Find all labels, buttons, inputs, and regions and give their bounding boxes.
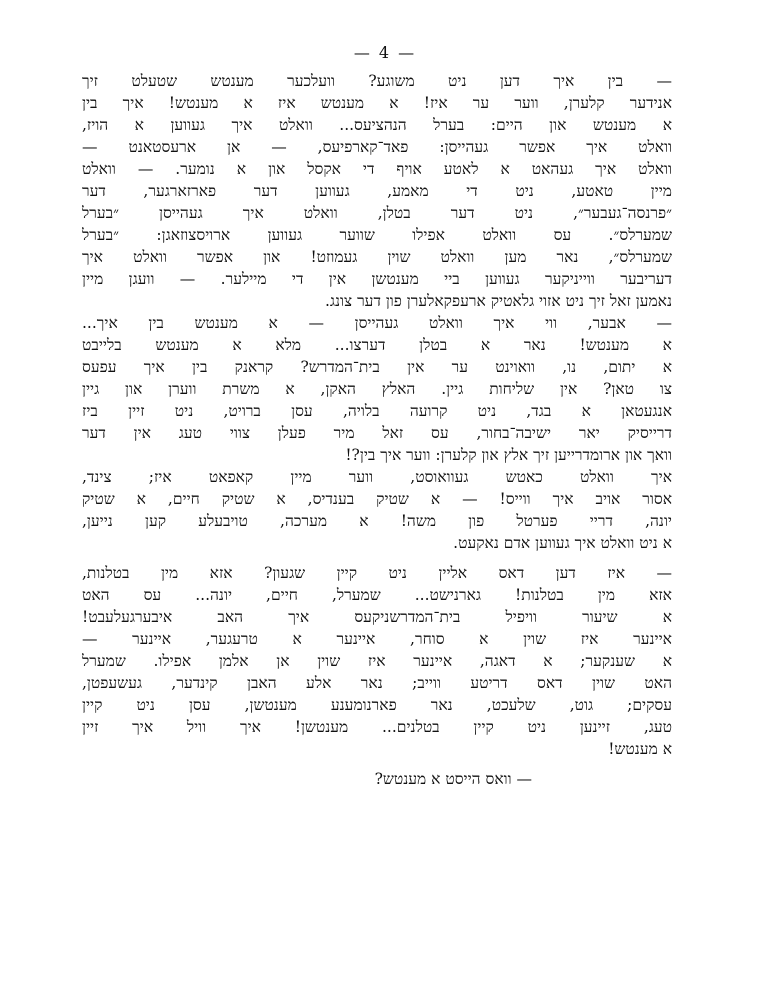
text-line: א יתום, נו, וואוינט ער אין בית־המדרש? קראנק בין איך עפעס: [82, 358, 672, 376]
text-line: איינער איז שוין א סוחר, איינער א טרעגער, איינער —: [82, 630, 672, 648]
text-line: וואך און ארומדרייען זיך אלץ און קלערן: ווער איך בין?!: [345, 446, 672, 464]
page-number: — 4 —: [353, 43, 417, 62]
text-line: א מענטש!: [608, 740, 672, 758]
text-line: — וואס הייסט א מענטש?: [374, 770, 532, 788]
text-line: עסקים; גוט, שלעכט, נאר פארנומענע מענטשן, עסן ניט קיין: [82, 696, 672, 714]
text-line: א ניט וואלט איך געווען אדם נאקעט.: [453, 534, 672, 552]
text-line: אנידער קלערן, ווער ער איז! א מענטש איז א מענטש! איך בין: [82, 94, 672, 112]
text-line: שמערלס״, נאר מען וואלט שוין געמוזט! און אפשר וואלט איך: [82, 248, 672, 266]
text-line: האט שוין דאס דריטע ווייב; נאר אלע האבן קינדער, געשעפטן,: [82, 674, 672, 692]
text-line: א שענקער; א דאגה, איינער איז שוין אן אלמן אפילו. שמערל: [82, 652, 672, 670]
text-line: אזא מין בטלנות! גארנישט... שמערל, חיים, יונה... עס האט: [82, 586, 672, 604]
text-line: יונה, דריי פערטל פון משה! א מערכה, טויבעלע קען נייען,: [82, 512, 672, 530]
text-line: נאמען זאל זיך ניט אזוי גלאטיק ארעפקאלערן פון דער צונג.: [324, 292, 672, 310]
text-line: — אבער, ווי איך וואלט געהייסן — א מענטש בין איך...: [82, 314, 672, 332]
text-line: דרייסיק יאר ישיבה־בחור, עס זאל מיר פעלן צווי טעג אין דער: [82, 424, 672, 442]
text-line: א שיעור וויפיל בית־המדרשניקעס איך האב איבערגעלעבט!: [82, 608, 672, 626]
text-line: מיין טאטע, ניט די מאמע, געווען דער פארזארגער, דער: [82, 182, 672, 200]
text-line: טעג, זיינען ניט קיין בטלנים... מענטשן! איך וויל איך זיין: [82, 718, 672, 736]
text-line: איך וואלט כאטש געוואוסט, ווער מיין קאפאט איז; צינד,: [82, 468, 672, 486]
text-line: דעריבער ווייניקער געווען ביי מענטשן אין די מיילער. — וועגן מיין: [82, 270, 672, 288]
text-line: צו טאן? אין שליחות גיין. האלץ האקן, א משרת ווערן און גיין: [82, 380, 672, 398]
text-line: — איז דען דאס אליין ניט קיין שגעון? אזא מין בטלנות,: [82, 564, 672, 582]
text-line: אסור אויב איך ווייס! — א שטיק בענדיס, א שטיק חיים, א שטיק: [82, 490, 672, 508]
text-line: — בין איך דען ניט משוגע? וועלכער מענטש שטעלט זיך: [82, 72, 672, 90]
text-line: א מענטש! נאר א בטלן דערצו... מלא א מענטש בלייבט: [82, 336, 672, 354]
text-line: אנגעטאן א בגד, ניט קרועה בלויה, עסן ברויט, ניט זיין ביז: [82, 402, 672, 420]
text-line: שמערלס״. עס וואלט אפילו שווער געווען ארויסצוזאגן: ״בערל: [82, 226, 672, 244]
text-line: א מענטש און היים: בערל הנהציעס... וואלט איך געווען א הויז,: [82, 116, 672, 134]
body-text: [82, 70, 672, 790]
text-line: וואלט איך געהאט א לאטע אויף די אקסל און א נומער. — וואלט: [82, 160, 672, 178]
text-line: וואלט איך אפשר געהייסן: פאד־קארפיעס, — אן ארעסטאנט —: [82, 138, 672, 156]
text-line: ״פרנסה־געבער״, ניט דער בטלן, וואלט איך געהייסן ״בערל: [82, 204, 672, 222]
